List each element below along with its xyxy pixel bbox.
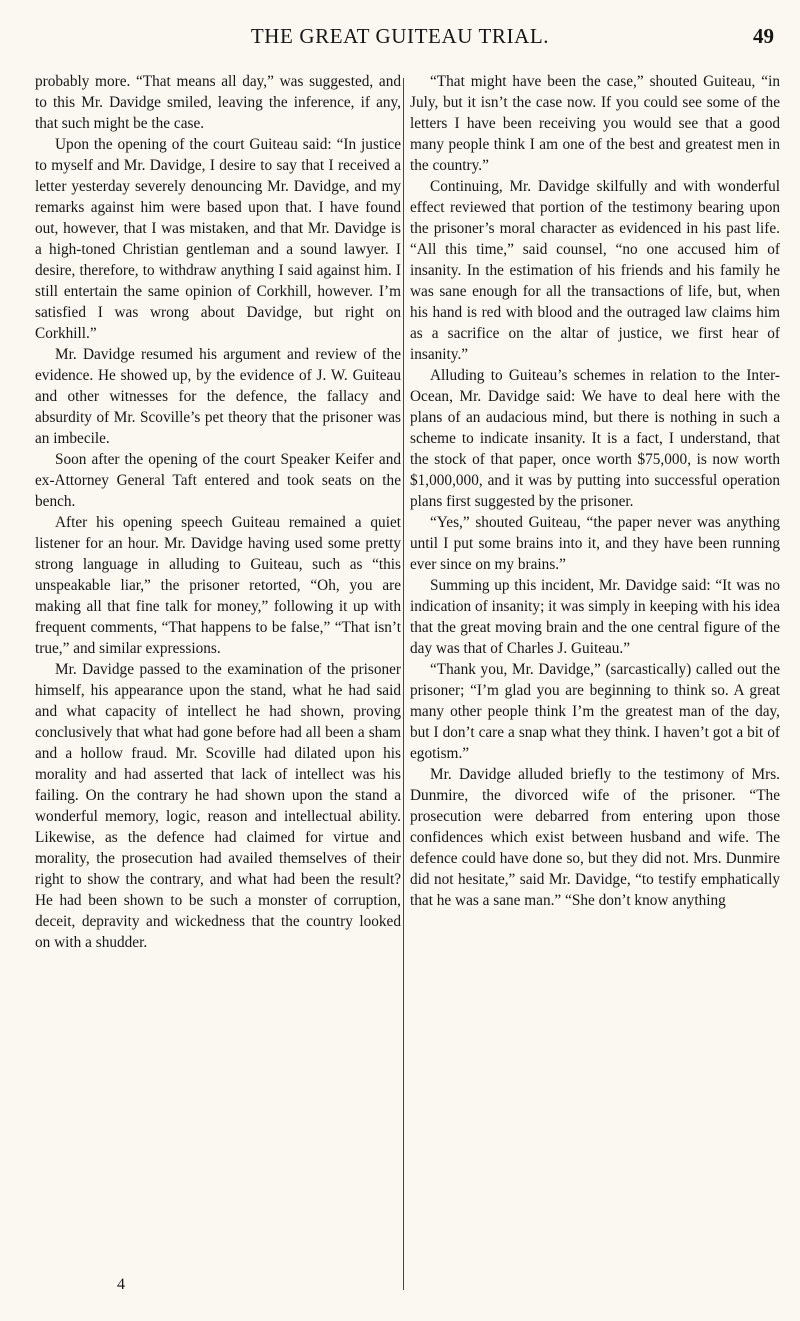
paragraph: probably more. “That means all day,” was suggested, and to this Mr. Davidge smiled, leaving the inference, if any, that such might be the case.: [35, 73, 401, 132]
paragraph: Alluding to Guiteau’s schemes in relation to the Inter-Ocean, Mr. Davidge said: We have to deal here with the plans of an audacious mind, but there is nothing in such a scheme to indicate insanity. It is a fact, I understand, that the stock of that paper, once worth $75,000, is now worth $1,000,000, and it was by putting into successful operation plans first suggested by the prisoner.: [410, 367, 780, 510]
signature-mark: 4: [117, 1276, 125, 1293]
paragraph: Summing up this incident, Mr. Davidge said: “It was no indication of insanity; it was simply in keeping with his idea that the great moving brain and the one central figure of the day was that of Charles J. Guiteau.”: [410, 577, 780, 657]
running-title: THE GREAT GUITEAU TRIAL.: [250, 24, 550, 48]
paragraph: “That might have been the case,” shouted Guiteau, “in July, but it isn’t the case now. If you could see some of the letters I have been receiving you would see that a good many people think I am one of the best and greatest men in the country.”: [410, 73, 780, 174]
paragraph: Mr. Davidge resumed his argument and review of the evidence. He showed up, by the evidence of J. W. Guiteau and other witnesses for the defence, the fallacy and absurdity of Mr. Scoville’s pet theory that the prisoner was an imbecile.: [35, 346, 401, 447]
column-rule: [403, 78, 404, 1290]
page-header: [0, 24, 800, 56]
left-column: [35, 71, 401, 953]
right-column: [410, 71, 780, 911]
paragraph: Continuing, Mr. Davidge skilfully and with wonderful effect reviewed that portion of the testimony bearing upon the prisoner’s moral character as evidenced in his past life. “All this time,” said counsel, “no one accused him of insanity. In the estimation of his friends and his family he was sane enough for all the transactions of life, but, when his hand is red with blood and the outraged law claims him as a sacrifice on the altar of justice, we first hear of insanity.”: [410, 178, 780, 363]
paragraph: After his opening speech Guiteau remained a quiet listener for an hour. Mr. Davidge having used some pretty strong language in alluding to Guiteau, such as “this unspeakable liar,” the prisoner retorted, “Oh, you are making all that fine talk for money,” following it up with frequent comments, “That happens to be false,” “That isn’t true,” and similar expressions.: [35, 514, 401, 657]
paragraph: “Thank you, Mr. Davidge,” (sarcastically) called out the prisoner; “I’m glad you are beginning to think so. A great many other people think I’m the greatest man of the day, but I don’t care a snap what they think. I haven’t got a bit of egotism.”: [410, 661, 780, 762]
paragraph: Upon the opening of the court Guiteau said: “In justice to myself and Mr. Davidge, I desire to say that I received a letter yesterday severely denouncing Mr. Davidge, and my remarks against him were based upon that. I have found out, however, that I was mistaken, and that Mr. Davidge is a high-toned Christian gentleman and a sound lawyer. I desire, therefore, to withdraw anything I said against him. I still entertain the same opinion of Corkhill, however. I’m satisfied I was wrong about Davidge, but right on Corkhill.”: [35, 136, 401, 342]
paragraph: Soon after the opening of the court Speaker Keifer and ex-Attorney General Taft entered and took seats on the bench.: [35, 451, 401, 510]
paragraph: Mr. Davidge passed to the examination of the prisoner himself, his appearance upon the stand, what he had said and what capacity of intellect he had shown, proving conclusively that what had gone before had all been a sham and a hollow fraud. Mr. Scoville had dilated upon his morality and had asserted that lack of intellect was his failing. On the contrary he had shown upon the stand a wonderful memory, logic, reason and intellectual ability. Likewise, as the defence had claimed for virtue and morality, the prosecution had availed themselves of their right to show the contrary, and what had been the result? He had been shown to be such a monster of corruption, deceit, depravity and wickedness that the country looked on with a shudder.: [35, 661, 401, 951]
paragraph: “Yes,” shouted Guiteau, “the paper never was anything until I put some brains into it, and they have been running ever since on my brains.”: [410, 514, 780, 573]
page-number: 49: [753, 24, 774, 48]
paragraph: Mr. Davidge alluded briefly to the testimony of Mrs. Dunmire, the divorced wife of the prisoner. “The prosecution were debarred from entering upon those confidences which exist between husband and wife. The defence could have done so, but they did not. Mrs. Dunmire did not hesitate,” said Mr. Davidge, “to testify emphatically that he was a sane man.” “She don’t know anything: [410, 766, 780, 909]
